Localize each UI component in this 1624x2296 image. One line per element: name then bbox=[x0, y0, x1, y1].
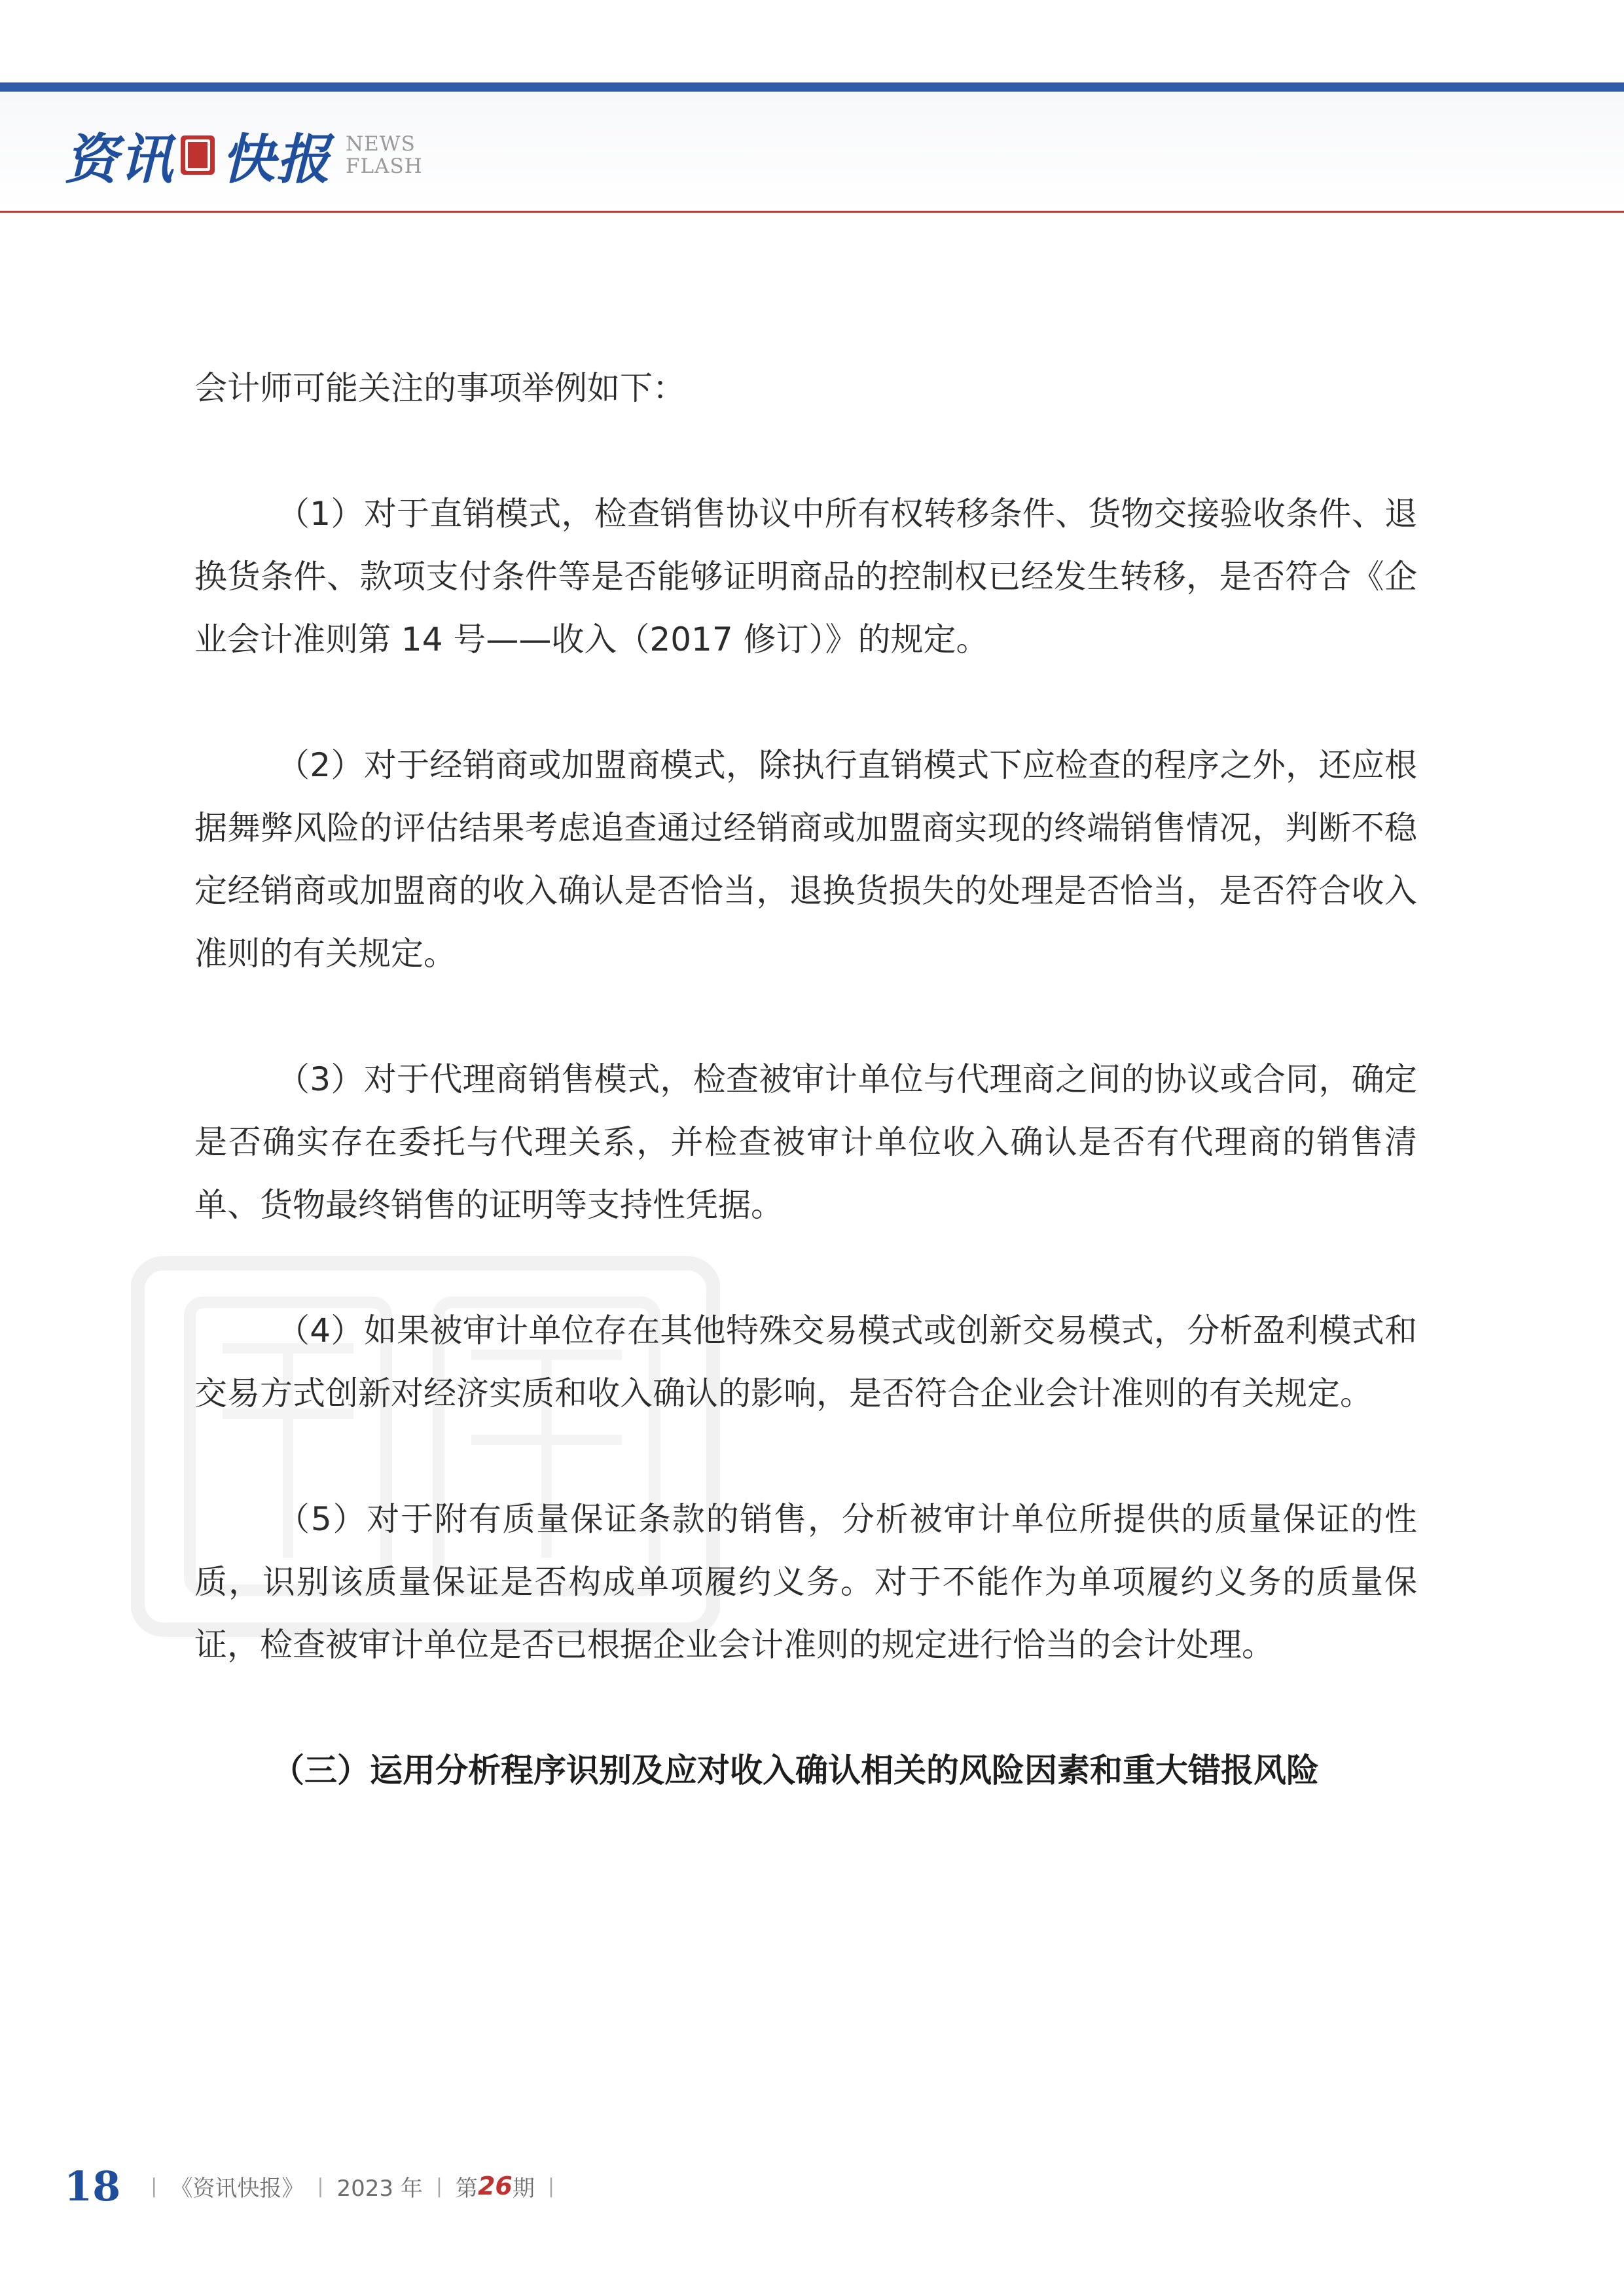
footer-separator: | bbox=[317, 2174, 324, 2198]
masthead-english-line1: NEWS bbox=[346, 132, 416, 156]
footer bbox=[64, 2160, 568, 2212]
masthead bbox=[64, 113, 423, 198]
masthead-english bbox=[346, 133, 423, 177]
header-top-bar bbox=[0, 82, 1624, 92]
masthead-english-line2: FLASH bbox=[346, 154, 423, 178]
masthead-title-part2: 快报 bbox=[221, 128, 331, 191]
item-paragraph-4: （4）如果被审计单位存在其他特殊交易模式或创新交易模式，分析盈利模式和交易方式创新对经济实质和收入确认的影响，是否符合企业会计准则的有关规定。 bbox=[194, 1312, 1417, 1412]
intro-paragraph: 会计师可能关注的事项举例如下： bbox=[194, 369, 685, 407]
section-heading: （三）运用分析程序识别及应对收入确认相关的风险因素和重大错报风险 bbox=[272, 1751, 1319, 1789]
masthead-title-part1: 资讯 bbox=[64, 128, 174, 191]
footer-separator: | bbox=[547, 2174, 554, 2198]
header-divider bbox=[0, 211, 1624, 213]
footer-year: 2023 年 bbox=[336, 2175, 423, 2202]
item-paragraph-2: （2）对于经销商或加盟商模式，除执行直销模式下应检查的程序之外，还应根据舞弊风险的评估结果考虑追查通过经销商或加盟商实现的终端销售情况，判断不稳定经销商或加盟商的收入确认是否恰当，退换货损失的处理是否恰当，是否符合收入准则的有关规定。 bbox=[194, 746, 1417, 973]
item-paragraph-1: （1）对于直销模式，检查销售协议中所有权转移条件、货物交接验收条件、退换货条件、款项支付条件等是否能够证明商品的控制权已经发生转移，是否符合《企业会计准则第 14 号——收入（2017 修订）》的规定。 bbox=[194, 495, 1417, 658]
article-body bbox=[194, 357, 1417, 1865]
seal-icon bbox=[181, 135, 215, 175]
footer-issue-number: 26 bbox=[477, 2172, 513, 2200]
footer-separator: | bbox=[151, 2174, 158, 2198]
footer-issue-prefix: 第 bbox=[455, 2175, 478, 2202]
footer-publication: 《资讯快报》 bbox=[170, 2175, 304, 2202]
item-paragraph-5: （5）对于附有质量保证条款的销售，分析被审计单位所提供的质量保证的性质，识别该质量保证是否构成单项履约义务。对于不能作为单项履约义务的质量保证，检查被审计单位是否已根据企业会计准则的规定进行恰当的会计处理。 bbox=[194, 1500, 1417, 1664]
page-number: 18 bbox=[64, 2162, 121, 2210]
footer-issue-suffix: 期 bbox=[512, 2175, 535, 2202]
item-paragraph-3: （3）对于代理商销售模式，检查被审计单位与代理商之间的协议或合同，确定是否确实存在委托与代理关系，并检查被审计单位收入确认是否有代理商的销售清单、货物最终销售的证明等支持性凭据。 bbox=[194, 1060, 1417, 1224]
footer-separator: | bbox=[435, 2174, 442, 2198]
